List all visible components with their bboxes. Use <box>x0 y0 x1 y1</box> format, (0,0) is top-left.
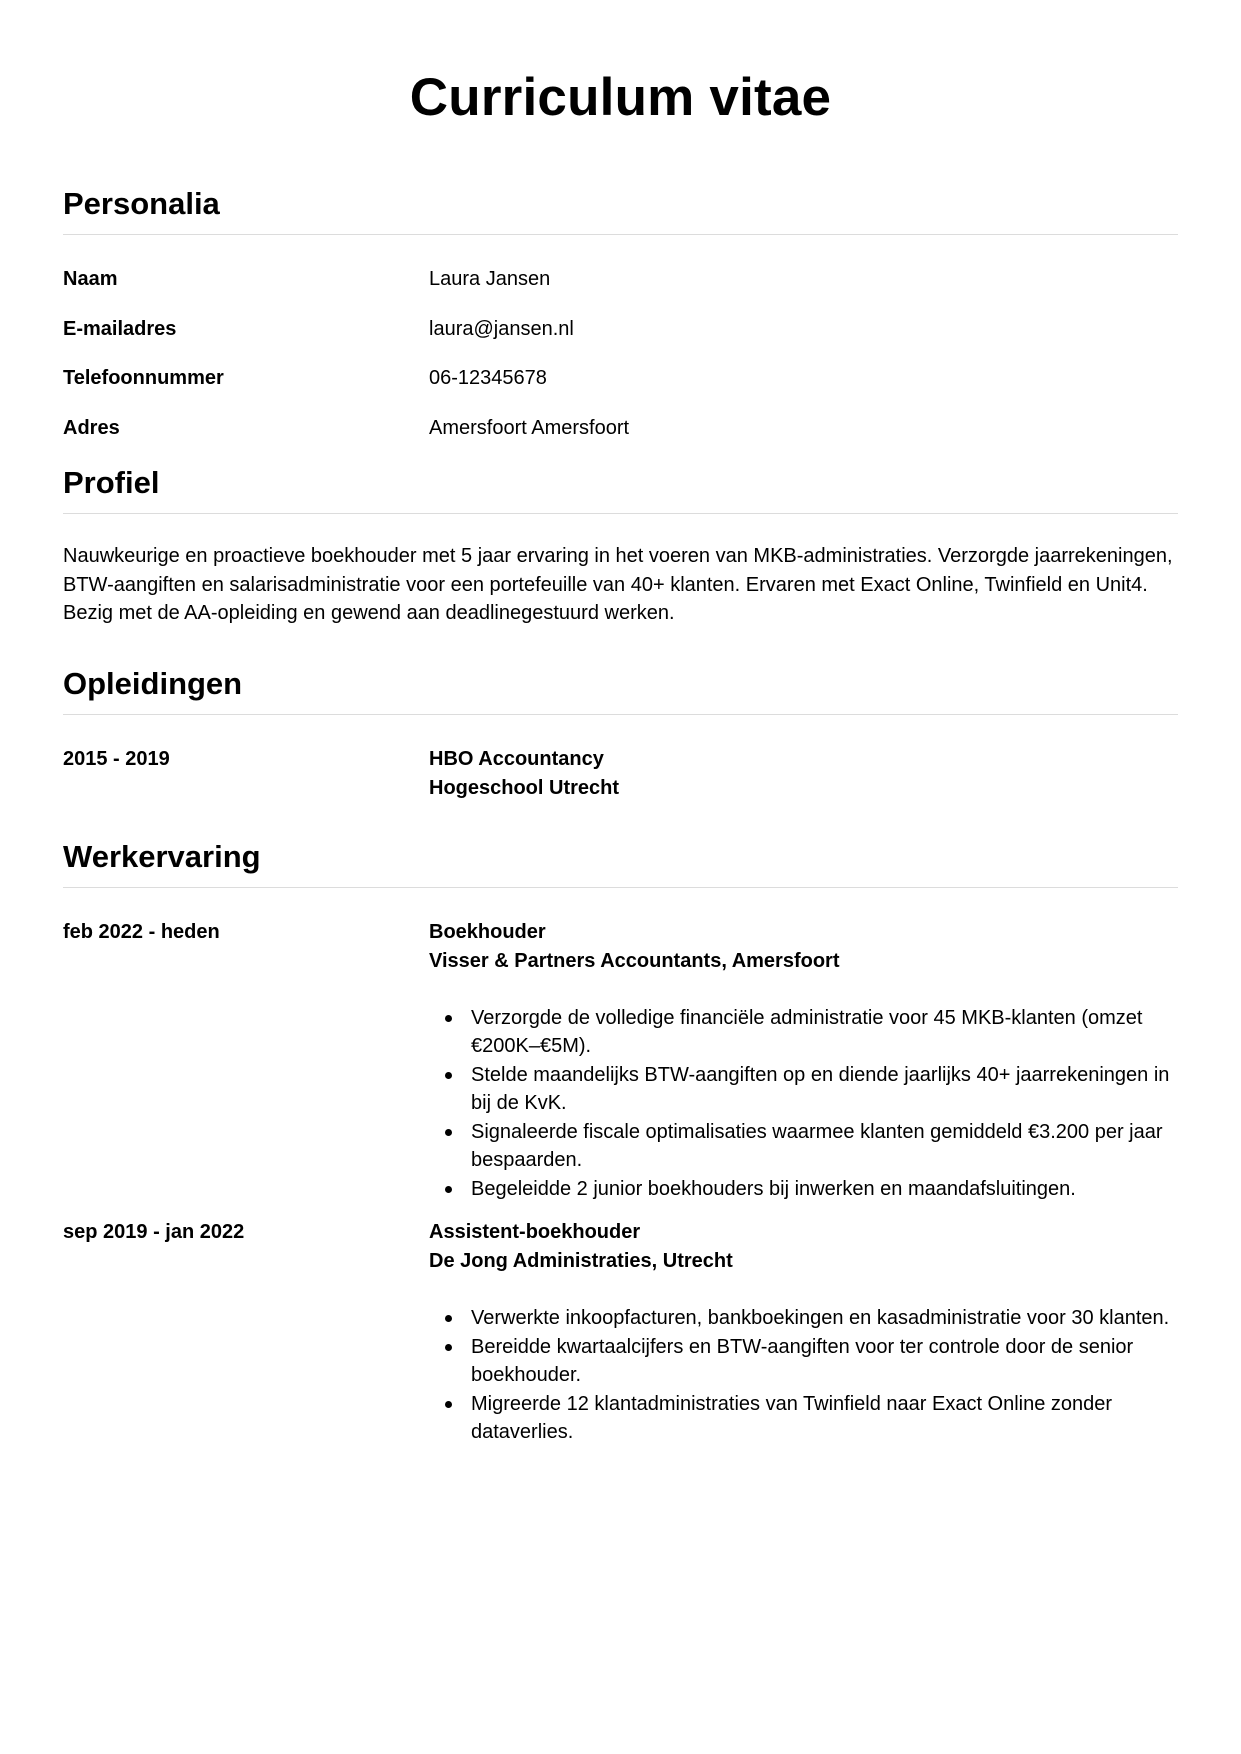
experience-bullets <box>429 1304 1178 1447</box>
bullet-item: Verwerkte inkoopfacturen, bankboekingen en kasadministratie voor 30 klanten. <box>471 1304 1178 1333</box>
experience-title: Assistent-boekhouder <box>429 1221 641 1243</box>
experience-body <box>429 1218 1178 1447</box>
education-list <box>63 715 1178 803</box>
personalia-row-email <box>63 315 1178 344</box>
section-heading-opleidingen: Opleidingen <box>63 664 1178 715</box>
section-heading-personalia: Personalia <box>63 184 1178 235</box>
document-title: Curriculum vitae <box>409 68 832 127</box>
bullet-item: Verzorgde de volledige financiële administratie voor 45 MKB-klanten (omzet €200K–€5M). <box>471 1004 1178 1061</box>
experience-company: De Jong Administraties, Utrecht <box>429 1250 733 1272</box>
bullet-item: Migreerde 12 klantadministraties van Twinfield naar Exact Online zonder dataverlies. <box>471 1390 1178 1447</box>
experience-period: sep 2019 - jan 2022 <box>63 1221 245 1243</box>
personalia-label: Telefoonnummer <box>63 367 224 389</box>
personalia-value: 06-12345678 <box>429 367 547 389</box>
experience-body <box>429 918 1178 1204</box>
education-body <box>429 745 1178 803</box>
personalia-row-adres <box>63 414 1178 443</box>
bullet-item: Bereidde kwartaalcijfers en BTW-aangiften voor ter controle door de senior boekhouder. <box>471 1333 1178 1390</box>
personalia-row-naam <box>63 265 1178 294</box>
personalia-value: Laura Jansen <box>429 268 551 290</box>
education-entry <box>63 745 1178 803</box>
experience-period: feb 2022 - heden <box>63 920 220 943</box>
personalia-label: Adres <box>63 416 120 439</box>
personalia-table <box>63 235 1178 443</box>
education-period: 2015 - 2019 <box>63 747 170 770</box>
section-profiel <box>63 463 1178 628</box>
section-opleidingen <box>63 664 1178 803</box>
experience-company: Visser & Partners Accountants, Amersfoort <box>429 949 840 972</box>
bullet-item: Stelde maandelijks BTW-aangiften op en diende jaarlijks 40+ jaarrekeningen in bij de KvK. <box>471 1061 1178 1118</box>
section-heading-werkervaring: Werkervaring <box>63 837 1178 888</box>
profile-text: Nauwkeurige en proactieve boekhouder met 5 jaar ervaring in het voeren van MKB-administraties. Verzorgde jaarrekeningen, BTW-aangiften en salarisadministratie voor een portefeuille van 40+ klanten. Ervaren met Exact Online, Twinfield en Unit4. Bezig met de AA-opleiding en gewend aan deadlinegestuurd werken. <box>63 545 1173 624</box>
personalia-label: E-mailadres <box>63 317 177 340</box>
experience-bullets <box>429 1004 1178 1204</box>
personalia-value: laura@jansen.nl <box>429 317 574 340</box>
bullet-item: Begeleidde 2 junior boekhouders bij inwerken en maandafsluitingen. <box>471 1175 1178 1204</box>
education-title: HBO Accountancy <box>429 747 604 770</box>
education-institution: Hogeschool Utrecht <box>429 776 620 799</box>
experience-entry <box>63 918 1178 1204</box>
experience-entry <box>63 1218 1178 1447</box>
personalia-row-telefoon <box>63 364 1178 393</box>
section-werkervaring <box>63 837 1178 1447</box>
personalia-value: Amersfoort Amersfoort <box>429 416 630 439</box>
experience-list <box>63 888 1178 1447</box>
experience-title: Boekhouder <box>429 920 546 943</box>
section-personalia <box>63 184 1178 443</box>
bullet-item: Signaleerde fiscale optimalisaties waarmee klanten gemiddeld €3.200 per jaar bespaarden. <box>471 1118 1178 1175</box>
section-heading-profiel: Profiel <box>63 463 1178 514</box>
personalia-label: Naam <box>63 268 118 290</box>
